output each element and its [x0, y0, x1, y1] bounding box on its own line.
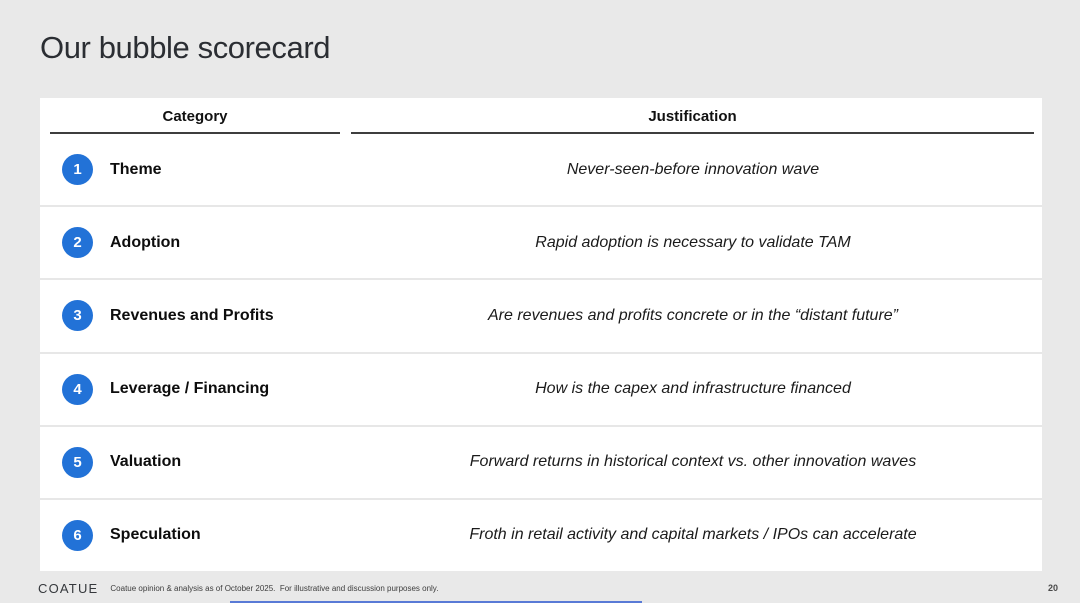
category-cell: [40, 520, 350, 551]
justification-text: Never-seen-before innovation wave: [566, 160, 820, 178]
column-header-category: Category: [50, 108, 340, 134]
table-body: [40, 134, 1042, 571]
page-title: Our bubble scorecard: [40, 30, 331, 65]
page-number: 20: [1047, 583, 1058, 593]
coatue-logo: COATUE: [38, 580, 99, 596]
category-cell: [40, 447, 350, 478]
category-label: Adoption: [110, 233, 181, 251]
justification-text: Froth in retail activity and capital markets / IPOs can accelerate: [469, 526, 917, 544]
slide-footer: [0, 573, 1080, 603]
footer-disclaimer: Coatue opinion & analysis as of October 2025. For illustrative and discussion purposes only.: [110, 583, 439, 593]
row-number-badge: 2: [62, 227, 93, 258]
justification-text: Forward returns in historical context vs. other innovation waves: [469, 453, 917, 471]
justification-text: Rapid adoption is necessary to validate TAM: [535, 233, 851, 251]
row-number-badge: 5: [62, 447, 93, 478]
row-number-badge: 1: [62, 154, 93, 185]
scorecard-table: [40, 98, 1042, 571]
table-row: [40, 498, 1042, 571]
row-number-badge: 6: [62, 520, 93, 551]
row-number-badge: 3: [62, 300, 93, 331]
category-cell: [40, 300, 350, 331]
justification-text: How is the capex and infrastructure financed: [535, 380, 851, 398]
category-cell: [40, 154, 350, 185]
table-row: [40, 425, 1042, 498]
justification-text: Are revenues and profits concrete or in the “distant future”: [488, 306, 898, 324]
category-cell: [40, 227, 350, 258]
table-row: [40, 278, 1042, 351]
row-number-badge: 4: [62, 374, 93, 405]
category-label: Leverage / Financing: [110, 380, 270, 398]
table-row: [40, 134, 1042, 205]
column-header-justification: Justification: [351, 108, 1034, 134]
category-label: Revenues and Profits: [110, 306, 274, 324]
category-cell: [40, 374, 350, 405]
table-row: [40, 352, 1042, 425]
category-label: Valuation: [110, 453, 182, 471]
table-row: [40, 205, 1042, 278]
category-label: Theme: [110, 160, 162, 178]
table-header-row: [40, 98, 1042, 134]
category-label: Speculation: [110, 526, 201, 544]
